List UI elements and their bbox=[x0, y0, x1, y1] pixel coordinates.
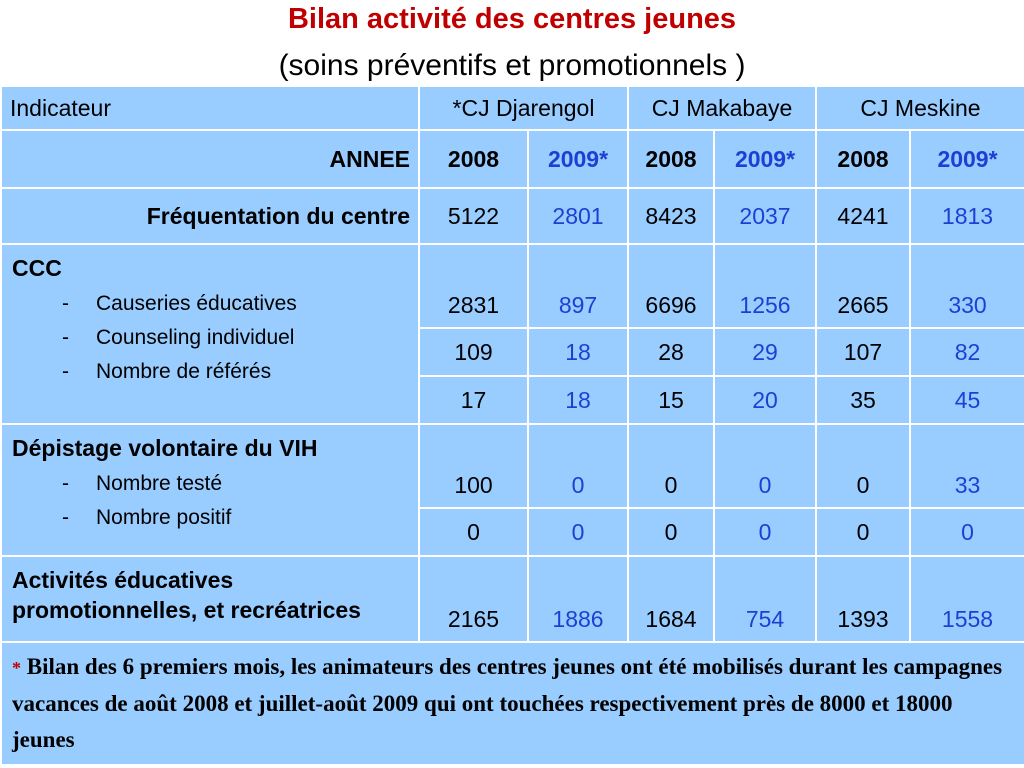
year-cell: 2009* bbox=[910, 130, 1024, 188]
depistage-item-teste: Nombre testé bbox=[96, 472, 223, 495]
value-cell: 8423 bbox=[628, 188, 714, 244]
header-row bbox=[1, 86, 1024, 130]
value-cell: 0 bbox=[816, 508, 910, 556]
value-cell: 33 bbox=[910, 424, 1024, 508]
depistage-row-teste bbox=[1, 424, 1024, 508]
value-cell: 754 bbox=[714, 556, 816, 642]
year-cell: 2009* bbox=[528, 130, 628, 188]
activites-row bbox=[1, 556, 1024, 642]
value-cell: 82 bbox=[910, 328, 1024, 376]
year-cell: 2009* bbox=[714, 130, 816, 188]
footnote-text: Bilan des 6 premiers mois, les animateurs des centres jeunes ont été mobilisés durant les campagnes vacances de août 2008 et juillet-août 2009 qui ont touchées respectivement près de 8000 et 18000 jeunes bbox=[12, 654, 1003, 752]
page-title: Bilan activité des centres jeunes bbox=[287, 3, 737, 35]
list-dash: - bbox=[62, 506, 69, 529]
year-row bbox=[1, 130, 1024, 188]
value-cell: 1886 bbox=[528, 556, 628, 642]
list-dash: - bbox=[62, 360, 69, 383]
year-cell: 2008 bbox=[419, 130, 528, 188]
ccc-item-referes: Nombre de référés bbox=[96, 360, 272, 383]
value-cell: 2801 bbox=[528, 188, 628, 244]
note-row bbox=[1, 642, 1024, 765]
year-row-label: ANNEE bbox=[1, 130, 419, 188]
list-item bbox=[12, 355, 410, 389]
ccc-item-causeries: Causeries éducatives bbox=[96, 292, 297, 315]
value-cell: 18 bbox=[528, 376, 628, 424]
value-cell: 2165 bbox=[419, 556, 528, 642]
year-cell: 2008 bbox=[816, 130, 910, 188]
value-cell: 100 bbox=[419, 424, 528, 508]
value-cell: 1256 bbox=[714, 244, 816, 328]
list-item bbox=[12, 287, 410, 321]
value-cell: 0 bbox=[528, 424, 628, 508]
footnote bbox=[1, 642, 1024, 765]
value-cell: 1684 bbox=[628, 556, 714, 642]
value-cell: 330 bbox=[910, 244, 1024, 328]
ccc-label-block bbox=[1, 244, 419, 424]
value-cell: 2665 bbox=[816, 244, 910, 328]
list-dash: - bbox=[62, 472, 69, 495]
value-cell: 1813 bbox=[910, 188, 1024, 244]
value-cell: 0 bbox=[714, 424, 816, 508]
value-cell: 20 bbox=[714, 376, 816, 424]
value-cell: 15 bbox=[628, 376, 714, 424]
frequentation-label: Fréquentation du centre bbox=[1, 188, 419, 244]
value-cell: 1558 bbox=[910, 556, 1024, 642]
list-dash: - bbox=[62, 292, 69, 315]
value-cell: 0 bbox=[816, 424, 910, 508]
value-cell: 5122 bbox=[419, 188, 528, 244]
value-cell: 2831 bbox=[419, 244, 528, 328]
activites-label: Activités éducatives promotionnelles, et recréatrices bbox=[1, 556, 419, 642]
list-item bbox=[12, 321, 410, 355]
page-subtitle: (soins préventifs et promotionnels ) bbox=[278, 49, 746, 82]
header-centre-djarengol: *CJ Djarengol bbox=[419, 86, 628, 130]
value-cell: 29 bbox=[714, 328, 816, 376]
value-cell: 6696 bbox=[628, 244, 714, 328]
depistage-heading: Dépistage volontaire du VIH bbox=[12, 435, 318, 461]
frequentation-row bbox=[1, 188, 1024, 244]
depistage-label-block bbox=[1, 424, 419, 556]
value-cell: 0 bbox=[714, 508, 816, 556]
value-cell: 1393 bbox=[816, 556, 910, 642]
value-cell: 107 bbox=[816, 328, 910, 376]
header-centre-meskine: CJ Meskine bbox=[816, 86, 1024, 130]
ccc-item-counseling: Counseling individuel bbox=[96, 326, 295, 349]
year-cell: 2008 bbox=[628, 130, 714, 188]
footnote-star: * bbox=[12, 658, 21, 678]
activity-table bbox=[0, 85, 1024, 766]
header-indicator: Indicateur bbox=[1, 86, 419, 130]
value-cell: 0 bbox=[910, 508, 1024, 556]
value-cell: 17 bbox=[419, 376, 528, 424]
ccc-list bbox=[12, 287, 410, 389]
value-cell: 28 bbox=[628, 328, 714, 376]
value-cell: 2037 bbox=[714, 188, 816, 244]
value-cell: 4241 bbox=[816, 188, 910, 244]
value-cell: 0 bbox=[419, 508, 528, 556]
value-cell: 0 bbox=[528, 508, 628, 556]
value-cell: 0 bbox=[628, 424, 714, 508]
value-cell: 45 bbox=[910, 376, 1024, 424]
depistage-list bbox=[12, 467, 410, 535]
value-cell: 897 bbox=[528, 244, 628, 328]
ccc-heading: CCC bbox=[12, 255, 62, 281]
value-cell: 0 bbox=[628, 508, 714, 556]
list-item bbox=[12, 501, 410, 535]
value-cell: 109 bbox=[419, 328, 528, 376]
list-item bbox=[12, 467, 410, 501]
value-cell: 18 bbox=[528, 328, 628, 376]
ccc-row-causeries bbox=[1, 244, 1024, 328]
depistage-item-positif: Nombre positif bbox=[96, 506, 232, 529]
header-centre-makabaye: CJ Makabaye bbox=[628, 86, 816, 130]
list-dash: - bbox=[62, 326, 69, 349]
value-cell: 35 bbox=[816, 376, 910, 424]
